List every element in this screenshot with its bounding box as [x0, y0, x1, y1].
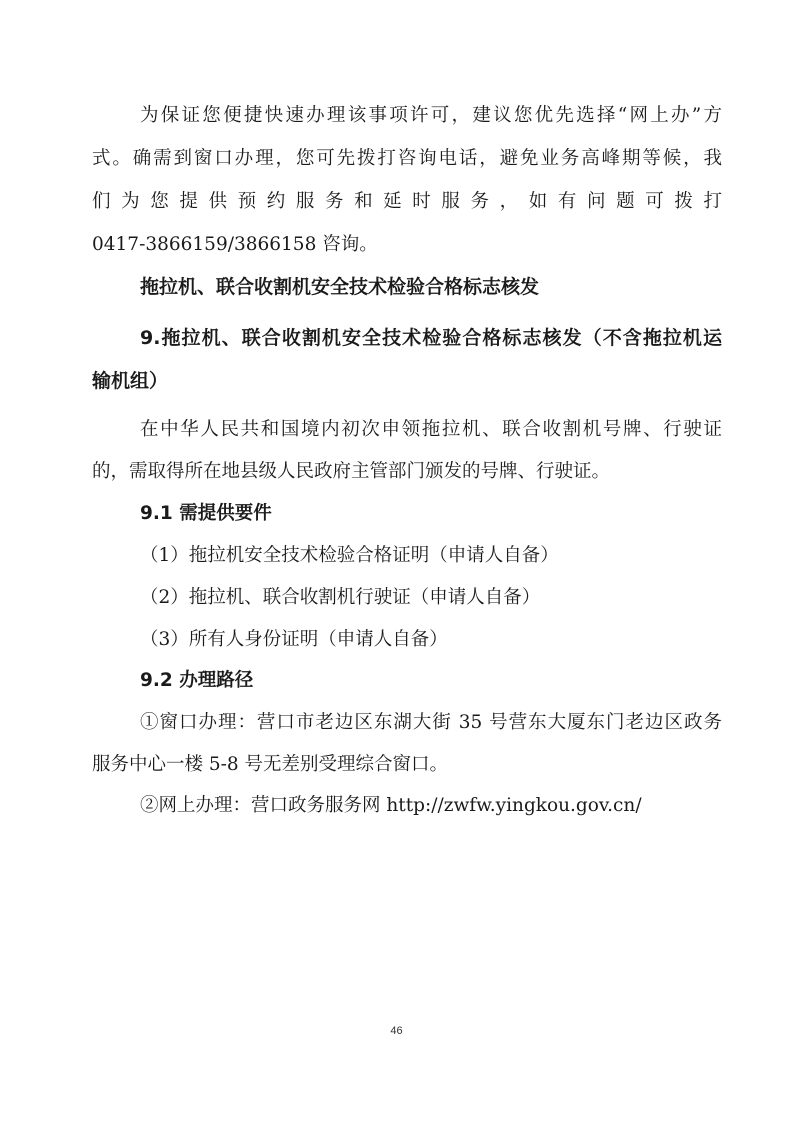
requirement-item-1: （1）拖拉机安全技术检验合格证明（申请人自备）	[140, 545, 559, 566]
requirement-item-2: （2）拖拉机、联合收割机行驶证（申请人自备）	[140, 587, 541, 608]
requirement-item-3: （3）所有人身份证明（申请人自备）	[140, 629, 448, 650]
window-channel-line-2: 服务中心一楼 5-8 号无差别受理综合窗口。	[92, 754, 449, 775]
item-description-line-1: 在中华人民共和国境内初次申领拖拉机、联合收割机号牌、行驶证	[140, 419, 722, 440]
channels-heading: 9.2 办理路径	[140, 670, 254, 691]
intro-line-4: 0417-3866159/3866158 咨询。	[92, 234, 378, 255]
requirements-heading: 9.1 需提供要件	[140, 503, 272, 524]
item-heading-line-2: 输机组）	[92, 370, 169, 392]
intro-line-3: 们为您提供预约服务和延时服务，如有问题可拨打	[92, 191, 722, 212]
section-title: 拖拉机、联合收割机安全技术检验合格标志核发	[140, 276, 540, 298]
item-heading-line-1: 9.拖拉机、联合收割机安全技术检验合格标志核发（不含拖拉机运	[140, 327, 722, 349]
item-description-line-2: 的，需取得所在地县级人民政府主管部门颁发的号牌、行驶证。	[92, 461, 611, 482]
intro-line-2: 式。确需到窗口办理，您可先拨打咨询电话，避免业务高峰期等候，我	[92, 148, 722, 169]
window-channel-line-1: ①窗口办理：营口市老边区东湖大街 35 号营东大厦东门老边区政务	[140, 712, 722, 733]
intro-line-1: 为保证您便捷快速办理该事项许可，建议您优先选择“网上办”方	[140, 105, 722, 126]
page-number: 46	[390, 1025, 403, 1037]
online-channel-link[interactable]: ②网上办理：营口政务服务网 http://zwfw.yingkou.gov.cn/	[140, 795, 642, 816]
